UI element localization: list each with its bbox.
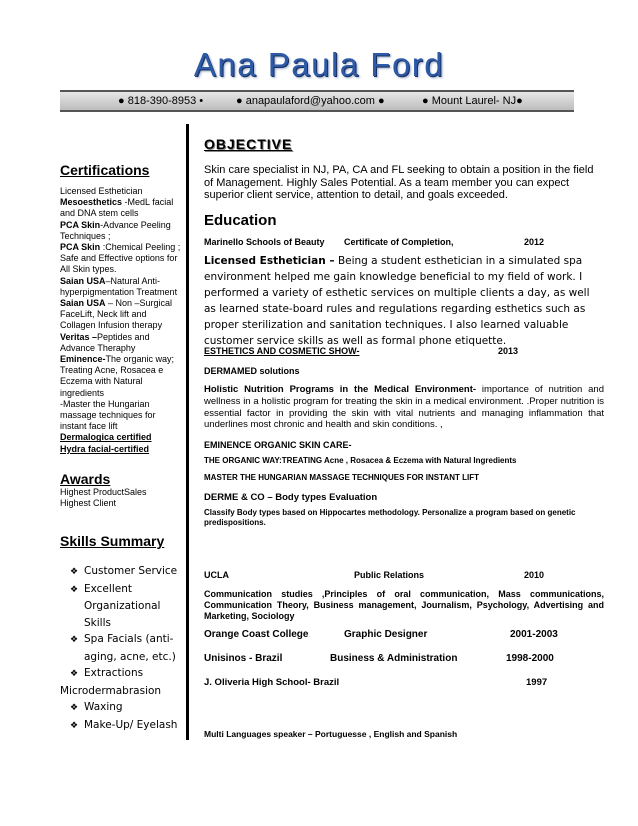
show-section (204, 346, 604, 528)
objective-heading: OBJECTIVE (204, 136, 293, 152)
holistic-text: Holistic Nutrition Programs in the Medical Environment- importance of nutrition and wellness in a holistic program for treating the skin in a medical environment. .Proper nutrition is essential factor in providing the skin with vital nutrients and managing inflammation that underlines most chronic and health and skin conditions. , (204, 384, 604, 431)
cert-line: Saian USA–Natural Anti-hyperpigmentation Treatment (60, 275, 178, 297)
resume-name: Ana Paula Ford (193, 46, 445, 83)
diamond-bullet-icon: ❖ (70, 584, 79, 595)
cert-line: PCA Skin-Advance Peeling Techniques ; (60, 219, 171, 241)
diamond-bullet-icon: ❖ (70, 635, 79, 646)
skills-list (60, 563, 184, 734)
objective-section (204, 136, 604, 202)
award-item: Highest Client (60, 498, 117, 509)
cert-line: PCA Skin :Chemical Peeling ; Safe and Effective options for All Skin types. (60, 242, 181, 275)
phone: 818-390-8953 (127, 95, 197, 107)
award-item: Highest ProductSales (60, 486, 147, 497)
skill-item: Microdermabrasion (60, 684, 162, 697)
skills-heading: Skills Summary (60, 533, 165, 550)
marinello-row: Marinello Schools of Beauty Certificate of Completion, 2012 (204, 237, 545, 247)
skill-item: ❖ Excellent Organizational Skills (70, 582, 161, 629)
certifications-heading: Certifications (60, 162, 150, 178)
orange-coast-row: Orange Coast College Graphic Designer 2001-2003 (204, 629, 558, 640)
location-item: ● Mount Laurel- NJ● (422, 95, 523, 107)
oliveria-row: J. Oliveria High School- Brazil 1997 (204, 677, 548, 688)
derme-co: DERME & CO – Body types Evaluation (204, 492, 378, 504)
skill-item: ❖ Customer Service (60, 563, 184, 581)
diamond-bullet-icon: ❖ (70, 567, 79, 578)
skill-item: ❖ Spa Facials (anti-aging, acne, etc.) (70, 633, 176, 663)
show-row: ESTHETICS AND COSMETIC SHOW- 2013 (204, 346, 519, 356)
eminence: EMINENCE ORGANIC SKIN CARE- (204, 440, 352, 451)
contact-bar (60, 90, 574, 112)
left-column (60, 162, 184, 734)
objective-text: Skin care specialist in NJ, PA, CA and FL seeking to obtain a position in the field of Management. Highly Sales Potential. As a team member you can expect superior client service, attention to detail, and goals exceeded. (204, 164, 594, 201)
awards-heading: Awards (60, 470, 111, 487)
classify-text: Classify Body types based on Hippocartes methodology. Personalize a program based on genetic predispositions. (204, 508, 576, 528)
column-divider (186, 124, 189, 740)
master-hungarian: MASTER THE HUNGARIAN MASSAGE TECHNIQUES FOR INSTANT LIFT (204, 473, 479, 483)
organic-way: THE ORGANIC WAY:TREATING Acne , Rosacea & Eczema with Natural Ingredients (204, 456, 517, 466)
unisinos-row: Unisinos - Brazil Business & Administration 1998-2000 (204, 653, 554, 664)
certifications-list (60, 186, 184, 455)
ucla-section (204, 570, 604, 691)
communication-text: Communication studies ,Principles of oral communication, Mass communications, Communication Theory, Business management, Journalism, Psychology, Advertising and Marketing, Sociology (204, 589, 604, 621)
cert-line: Veritas –Peptides and Advance Theraphy (60, 331, 150, 353)
languages: Multi Languages speaker – Portuguesse , English and Spanish (204, 729, 458, 739)
email: anapaulaford@yahoo.com (245, 95, 375, 107)
cert-line: Mesoesthetics -MedL facial and DNA stem cells (60, 197, 174, 219)
cert-line: Eminence-The organic way; Treating Acne, Rosacea e Eczema with Natural ingredients (60, 354, 175, 398)
diamond-bullet-icon: ❖ (70, 720, 79, 731)
cert-line: Licensed Esthetician (60, 186, 143, 196)
skill-item: ❖ Waxing (60, 699, 184, 717)
education-heading: Education (204, 212, 277, 229)
skill-item: ❖ Make-Up/ Eyelash (60, 717, 184, 735)
ucla-row: UCLA Public Relations 2010 (204, 570, 545, 580)
skill-item: ❖ Extractions (60, 665, 184, 683)
awards-list (60, 487, 184, 509)
email-item: ● anapaulaford@yahoo.com ● (236, 95, 385, 107)
location: Mount Laurel- NJ (431, 95, 517, 107)
cert-hydrafacial: Hydra facial-certified (60, 443, 150, 454)
cert-line: Saian USA – Non –Surgical FaceLift, Neck lift and Collagen Infusion therapy (60, 298, 173, 331)
diamond-bullet-icon: ❖ (70, 703, 79, 714)
cert-dermalogica: Dermalogica certified (60, 432, 152, 443)
education-section (204, 212, 604, 349)
cert-line: -Master the Hungarian massage techniques for instant face lift (60, 398, 156, 432)
phone-item: ● 818-390-8953 • (118, 95, 204, 107)
diamond-bullet-icon: ❖ (70, 669, 79, 680)
licensed-esthetician-text: Licensed Esthetician – Being a student esthetician in a simulated spa environment helped me gain knowledge beneficial to my field of work. I performed a variety of esthetic services on multiple clients a day, as well as learned state-board rules and regulations regarding esthetics such as proper sterilization and sanitation techniques. I also learned valuable customer service skills as well as formal phone etiquette. (204, 255, 590, 347)
dermamed: DERMAMED solutions (204, 366, 300, 376)
